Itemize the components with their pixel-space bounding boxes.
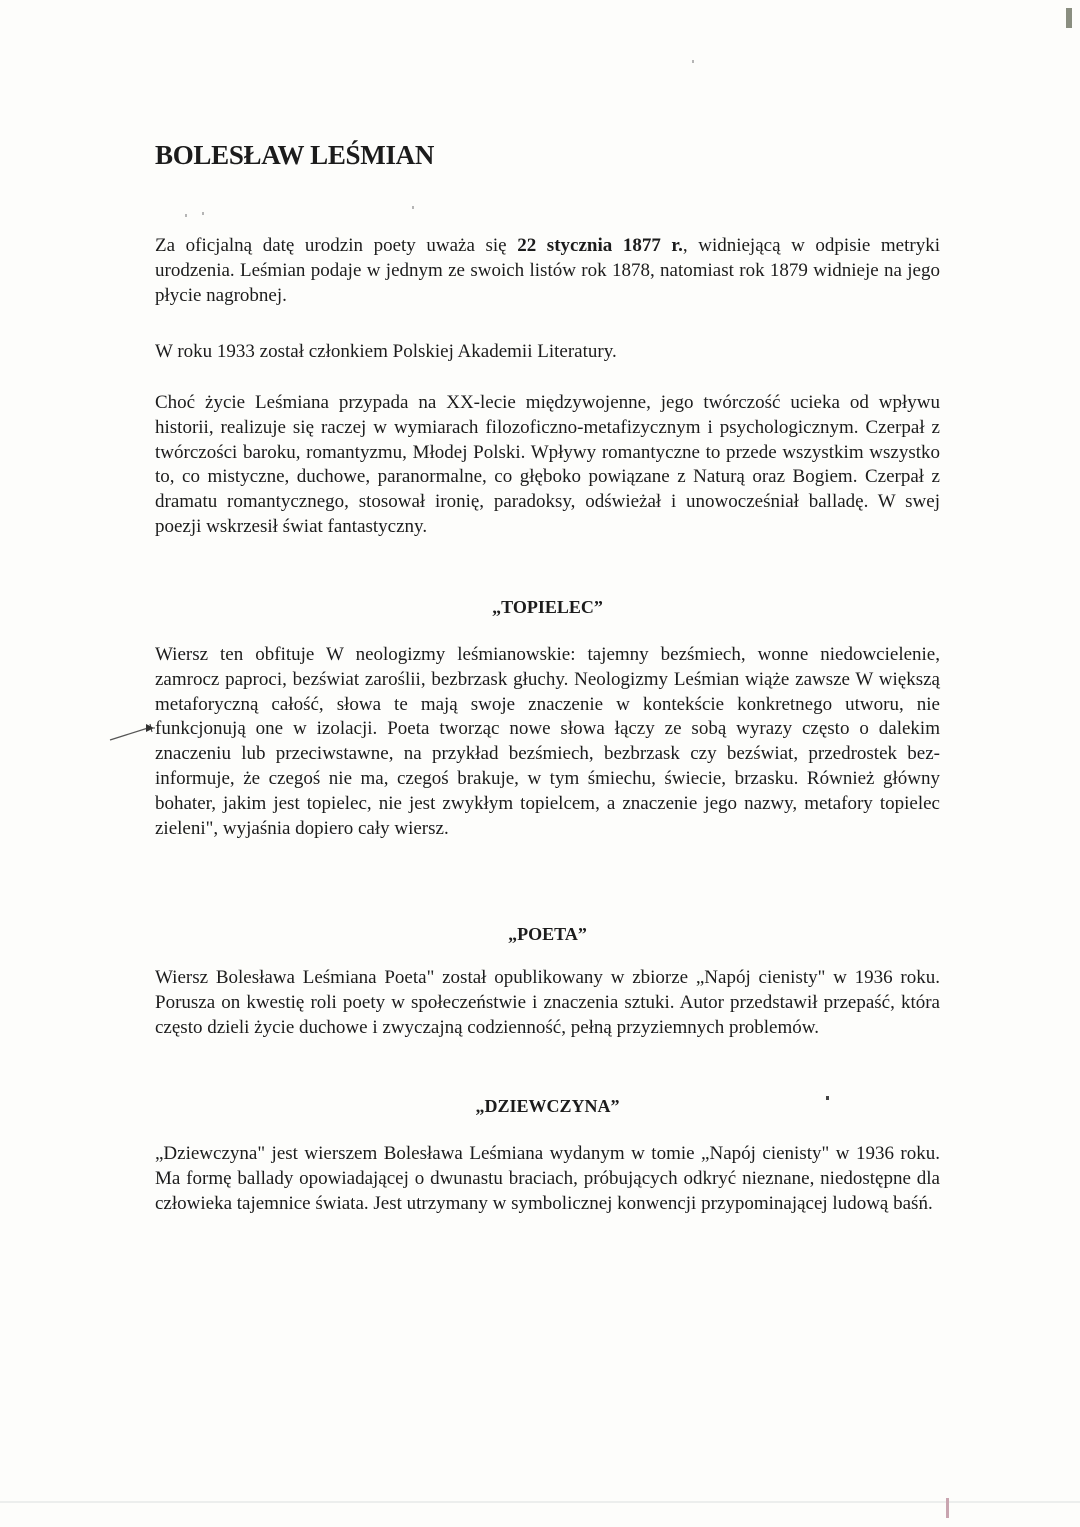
hand-drawn-arrow-icon	[108, 722, 156, 742]
intro-paragraph-works: Choć życie Leśmiana przypada na XX-lecie międzywojenne, jego twórczość ucieka od wpływu historii, realizuje się raczej w wymiarach filozoficzno-metafizycznym i psychologicznym. Czerpał z twórczości baroku, romantyzmu, Młodej Polski. Wpływy romantyczne to przede wszystkim wszystko to, co mistyczne, duchowe, paranormalne, co głęboko powiązane z Naturą oraz Bogiem. Czerpał z dramatu romantycznego, stosował ironię, paradoksy, odświeżał i unowocześniał balladę. W swej poezji wskrzesił świat fantastyczny.	[155, 392, 940, 537]
scan-edge-mark	[946, 1498, 949, 1518]
section-text-poeta: Wiersz Bolesława Leśmiana Poeta" został opublikowany w zbiorze „Napój cienisty" w 1936 roku. Porusza on kwestię roli poety w społeczeństwie i znaczenia sztuki. Autor przedstawił przepaść, która często dzieli życie duchowe i zwyczajną codzienność, pełną przyziemnych problemów.	[155, 967, 940, 1038]
scan-speck	[412, 206, 414, 209]
text-span: Za oficjalną datę urodzin poety uważa się	[155, 235, 518, 256]
scan-bottom-edge	[0, 1501, 1080, 1503]
intro-paragraph-birthdate	[155, 234, 940, 308]
section-text-topielec: Wiersz ten obfituje W neologizmy leśmianowskie: tajemny bezśmiech, wonne niedowcielenie, zamrocz paproci, bezświat zaroślii, bezbrzask głuchy. Neologizmy Leśmian wiąże zawsze W większą metaforyczną całość, słowa te mają swoje znaczenie w kontekście konkretnego utworu, nie funkcjonują one w izolacji. Poeta tworząc nowe słowa łączy ze sobą wyrazy często o dalekim znaczeniu lub przeciwstawne, na przykład bezśmiech, bezbrzask czy bezświat, przedrostek bez- informuje, że czegoś nie ma, czegoś brakuje, w tym śmiechu, świecie, brzasku. Również główny bohater, jakim jest topielec, nie jest zwykłym topielcem, a znaczenie jego nazwy, metafory topielec zieleni", wyjaśnia dopiero cały wiersz.	[155, 644, 940, 839]
intro-paragraph-academy: W roku 1933 został członkiem Polskiej Akademii Literatury.	[155, 341, 617, 362]
section-heading-topielec: „TOPIELEC”	[492, 597, 603, 617]
text-span: , widniejącą w odpisie metryki urodzenia. Leśmian podaje w jednym ze swoich listów rok 1878, natomiast rok 1879 widnieje na jego płycie nagrobnej.	[155, 235, 941, 306]
scan-speck	[185, 214, 187, 217]
section-heading-dziewczyna: „DZIEWCZYNA”	[475, 1096, 620, 1116]
scan-speck	[826, 1096, 829, 1100]
page-title: BOLESŁAW LEŚMIAN	[155, 140, 435, 170]
birthdate-bold: 22 stycznia 1877 r.	[517, 235, 683, 256]
section-text-dziewczyna: „Dziewczyna" jest wierszem Bolesława Leśmiana wydanym w tomie „Napój cienisty" w 1936 roku. Ma formę ballady opowiadającej o dwunastu braciach, próbujących odkryć nieznane, niedostępne dla człowieka tajemnice świata. Jest utrzymany w symbolicznej konwencji przypominającej ludową baśń.	[155, 1143, 940, 1214]
section-heading-poeta: „POETA”	[508, 924, 587, 944]
scan-speck	[692, 60, 694, 63]
scan-speck	[202, 212, 204, 215]
scan-edge-mark	[1066, 8, 1072, 28]
